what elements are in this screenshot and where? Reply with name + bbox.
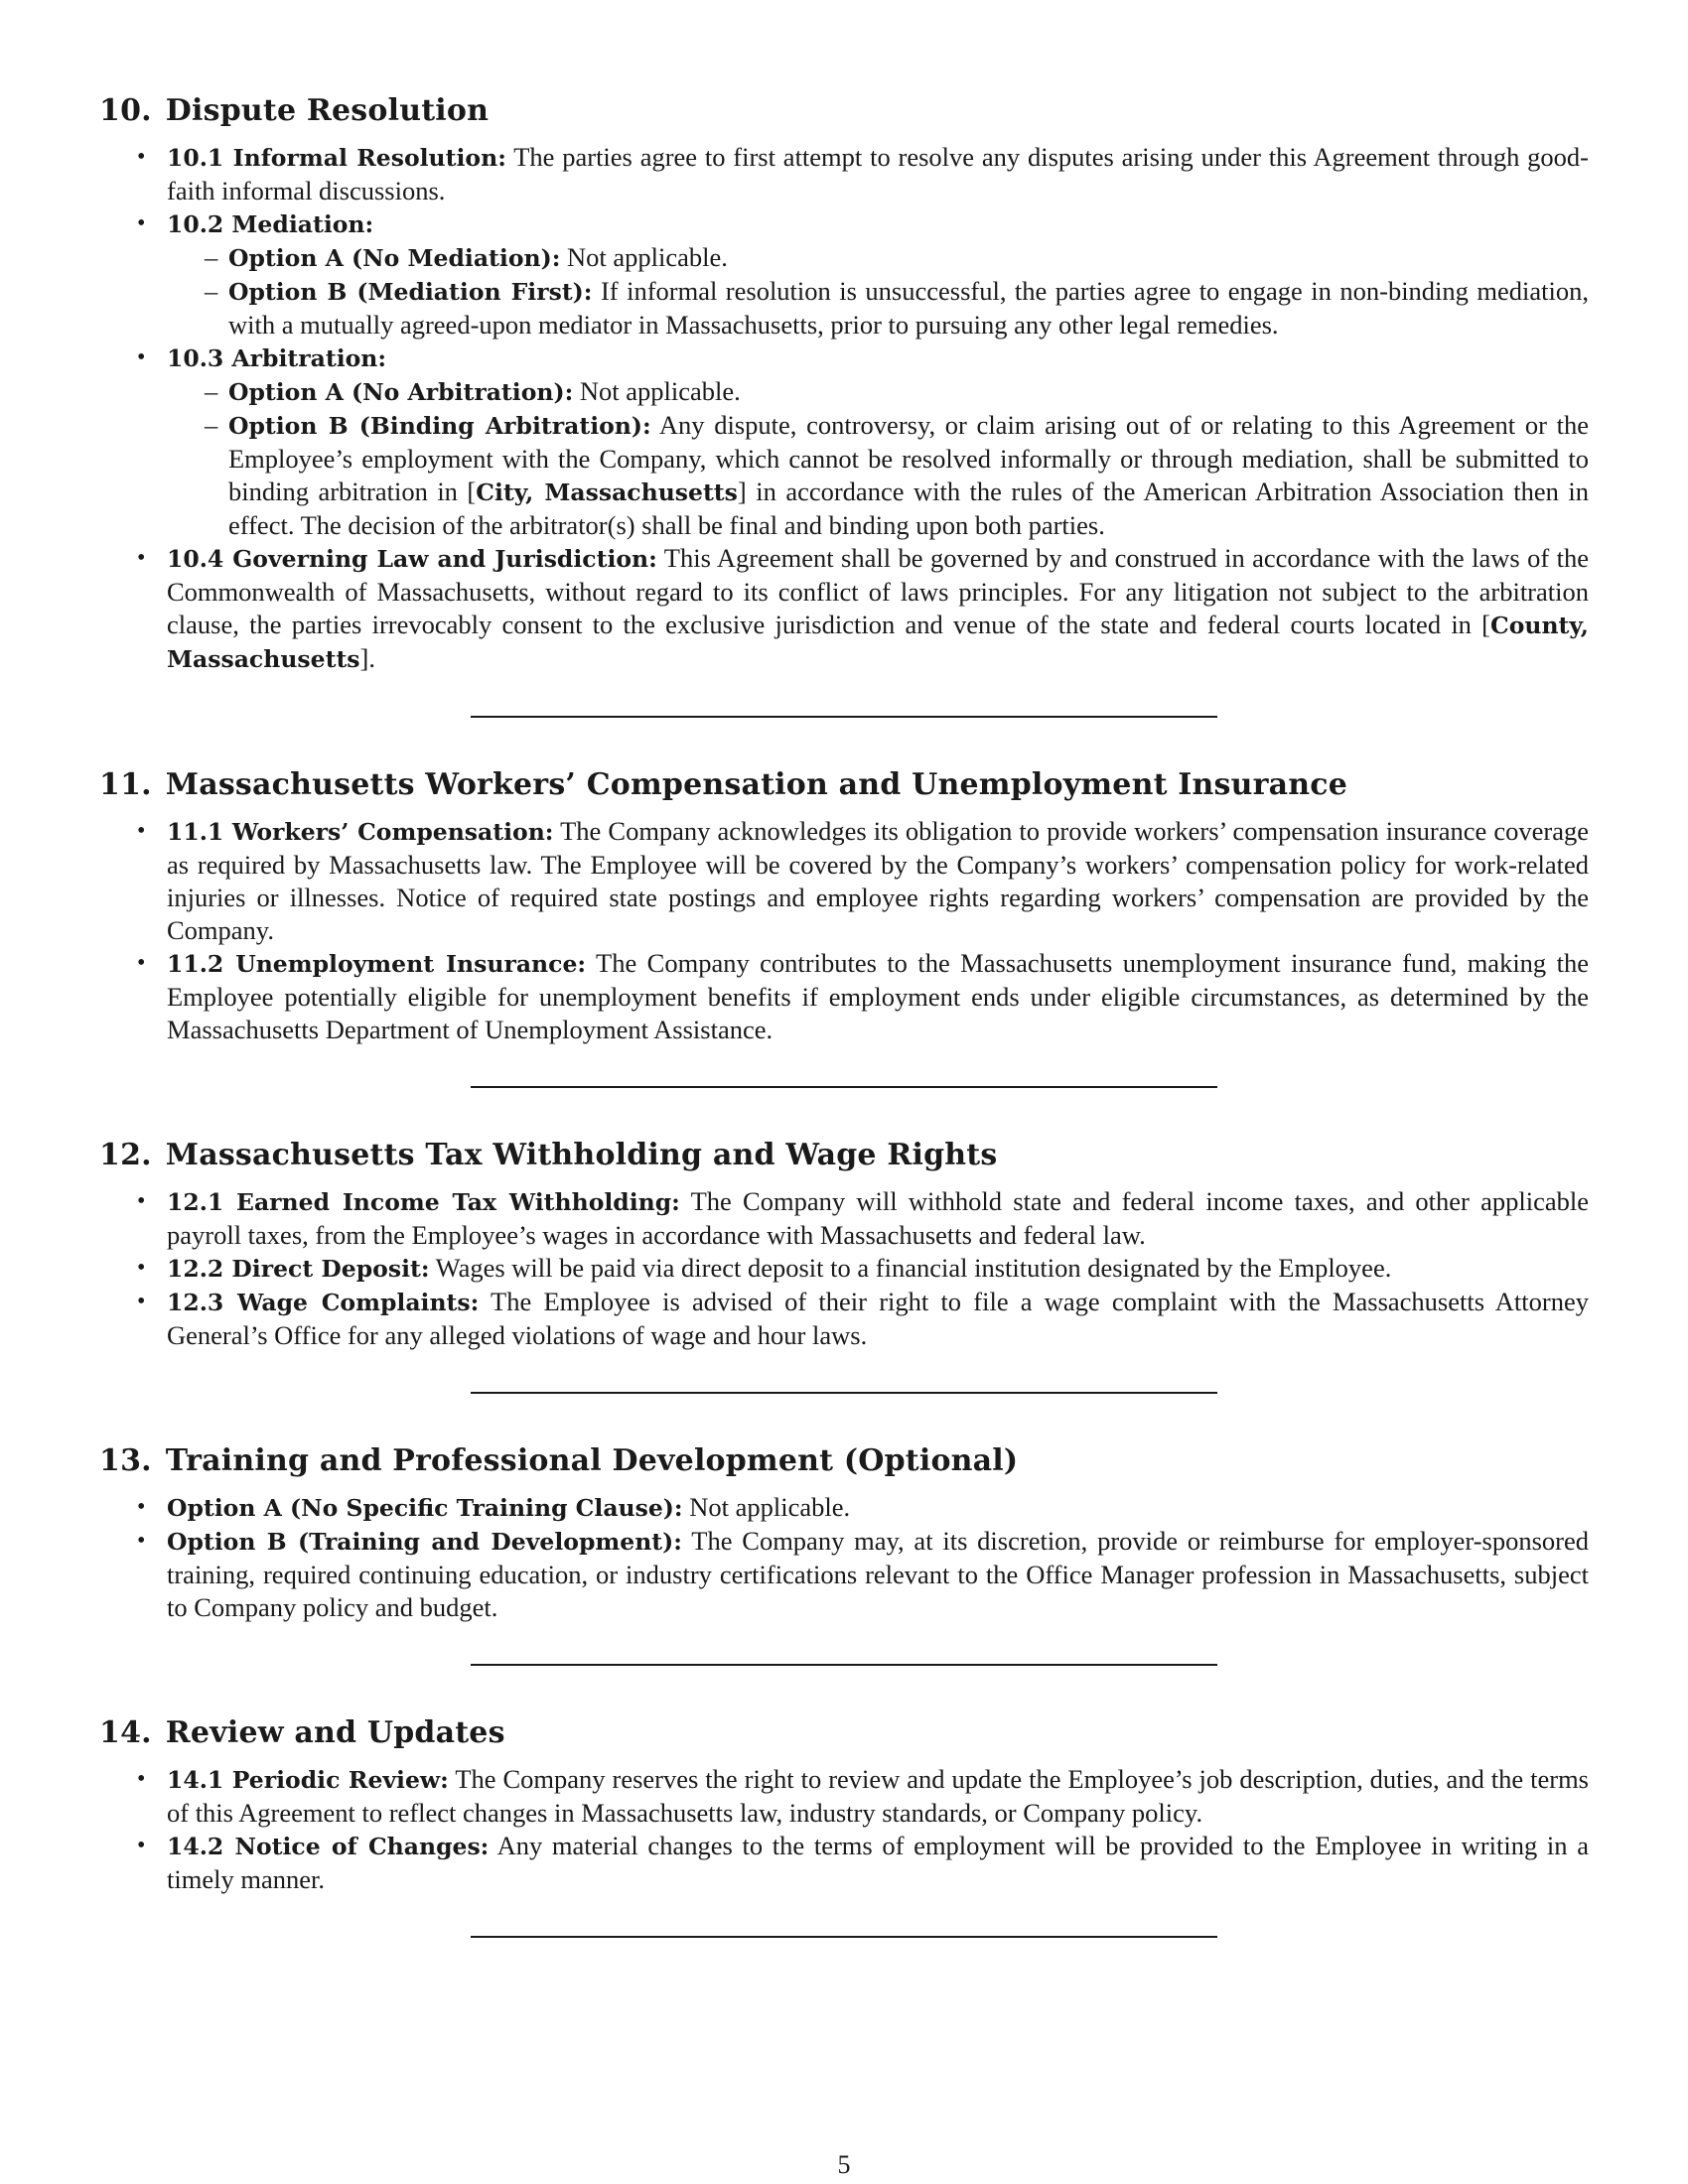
section-dispute-resolution	[99, 91, 1589, 718]
list-item-12-2: • 12.2 Direct Deposit: Wages will be paid via direct deposit to a financial institution designated by the Employee.	[99, 1252, 1589, 1286]
list-item-10-3: • 10.3 Arbitration: – Option A (No Arbitration): Not applicable. – Option B (Binding Arbitration): Any dispute, controversy, or claim arising out of or relating to this Agreement or the Employee’s employment with the Company, which cannot be resolved informally or through mediation, shall be submitted to binding arbitration in [City, Massachusetts] in accordance with the rules of the American Arbitration Association then in effect. The decision of the arbitrator(s) shall be final and binding upon both parties.	[99, 341, 1589, 542]
list-item-11-2: • 11.2 Unemployment Insurance: The Company contributes to the Massachusetts unemployment insurance fund, making the Employee potentially eligible for unemployment benefits if employment ends under eligible circumstances, as determined by the Massachusetts Department of Unemployment Assistance.	[99, 947, 1589, 1046]
section-tax-withholding	[99, 1136, 1589, 1394]
sub-item-mediation-option-a: – Option A (No Mediation): Not applicable.	[167, 241, 1589, 275]
sub-item-arbitration-option-b: – Option B (Binding Arbitration): Any dispute, controversy, or claim arising out of or relating to this Agreement or the Employee’s employment with the Company, which cannot be resolved informally or through mediation, shall be submitted to binding arbitration in [City, Massachusetts] in accordance with the rules of the American Arbitration Association then in effect. The decision of the arbitrator(s) shall be final and binding upon both parties.	[167, 409, 1589, 542]
sub-item-arbitration-option-a: – Option A (No Arbitration): Not applicable.	[167, 375, 1589, 409]
section-heading: 14. Review and Updates	[99, 1715, 505, 1750]
list-item-14-2: • 14.2 Notice of Changes: Any material changes to the terms of employment will be provided to the Employee in writing in a timely manner.	[99, 1830, 1589, 1896]
section-heading: 13. Training and Professional Development (Optional)	[99, 1443, 1019, 1478]
section-heading: 10. Dispute Resolution	[99, 93, 490, 128]
section-training	[99, 1441, 1589, 1666]
page-number: 5	[837, 2150, 851, 2179]
document-page	[99, 91, 1589, 1938]
section-workers-compensation	[99, 765, 1589, 1088]
list-item-11-1: • 11.1 Workers’ Compensation: The Company acknowledges its obligation to provide workers’ compensation insurance coverage as required by Massachusetts law. The Employee will be covered by the Company’s workers’ compensation policy for work-related injuries or illnesses. Notice of required state postings and employee rights regarding workers’ compensation are provided by the Company.	[99, 815, 1589, 947]
list-item-training-option-b: • Option B (Training and Development): The Company may, at its discretion, provide or reimburse for employer-sponsored training, required continuing education, or industry certifications relevant to the Office Manager profession in Massachusetts, subject to Company policy and budget.	[99, 1525, 1589, 1624]
list-item-12-1: • 12.1 Earned Income Tax Withholding: The Company will withhold state and federal income taxes, and other applicable payroll taxes, from the Employee’s wages in accordance with Massachusetts and federal law.	[99, 1185, 1589, 1252]
list-item-training-option-a: • Option A (No Specific Training Clause): Not applicable.	[99, 1491, 1589, 1525]
section-divider	[471, 1936, 1217, 1938]
list-item-14-1: • 14.1 Periodic Review: The Company reserves the right to review and update the Employee’s job description, duties, and the terms of this Agreement to reflect changes in Massachusetts law, industry standards, or Company policy.	[99, 1763, 1589, 1830]
section-heading: 11. Massachusetts Workers’ Compensation and Unemployment Insurance	[99, 767, 1348, 802]
list-item-10-4: • 10.4 Governing Law and Jurisdiction: This Agreement shall be governed by and construed in accordance with the laws of the Commonwealth of Massachusetts, without regard to its conflict of laws principles. For any litigation not subject to the arbitration clause, the parties irrevocably consent to the exclusive jurisdiction and venue of the state and federal courts located in [County, Massachusetts].	[99, 542, 1589, 676]
section-review-updates	[99, 1713, 1589, 1938]
section-heading: 12. Massachusetts Tax Withholding and Wage Rights	[99, 1138, 998, 1172]
sub-item-mediation-option-b: – Option B (Mediation First): If informal resolution is unsuccessful, the parties agree to engage in non-binding mediation, with a mutually agreed-upon mediator in Massachusetts, prior to pursuing any other legal remedies.	[167, 275, 1589, 341]
list-item-12-3: • 12.3 Wage Complaints: The Employee is advised of their right to file a wage complaint with the Massachusetts Attorney General’s Office for any alleged violations of wage and hour laws.	[99, 1286, 1589, 1352]
list-item-10-2: • 10.2 Mediation: – Option A (No Mediation): Not applicable. – Option B (Mediation First): If informal resolution is unsuccessful, the parties agree to engage in non-binding mediation, with a mutually agreed-upon mediator in Massachusetts, prior to pursuing any other legal remedies.	[99, 207, 1589, 341]
list-item-10-1: • 10.1 Informal Resolution: The parties agree to first attempt to resolve any disputes arising under this Agreement through good-faith informal discussions.	[99, 141, 1589, 207]
